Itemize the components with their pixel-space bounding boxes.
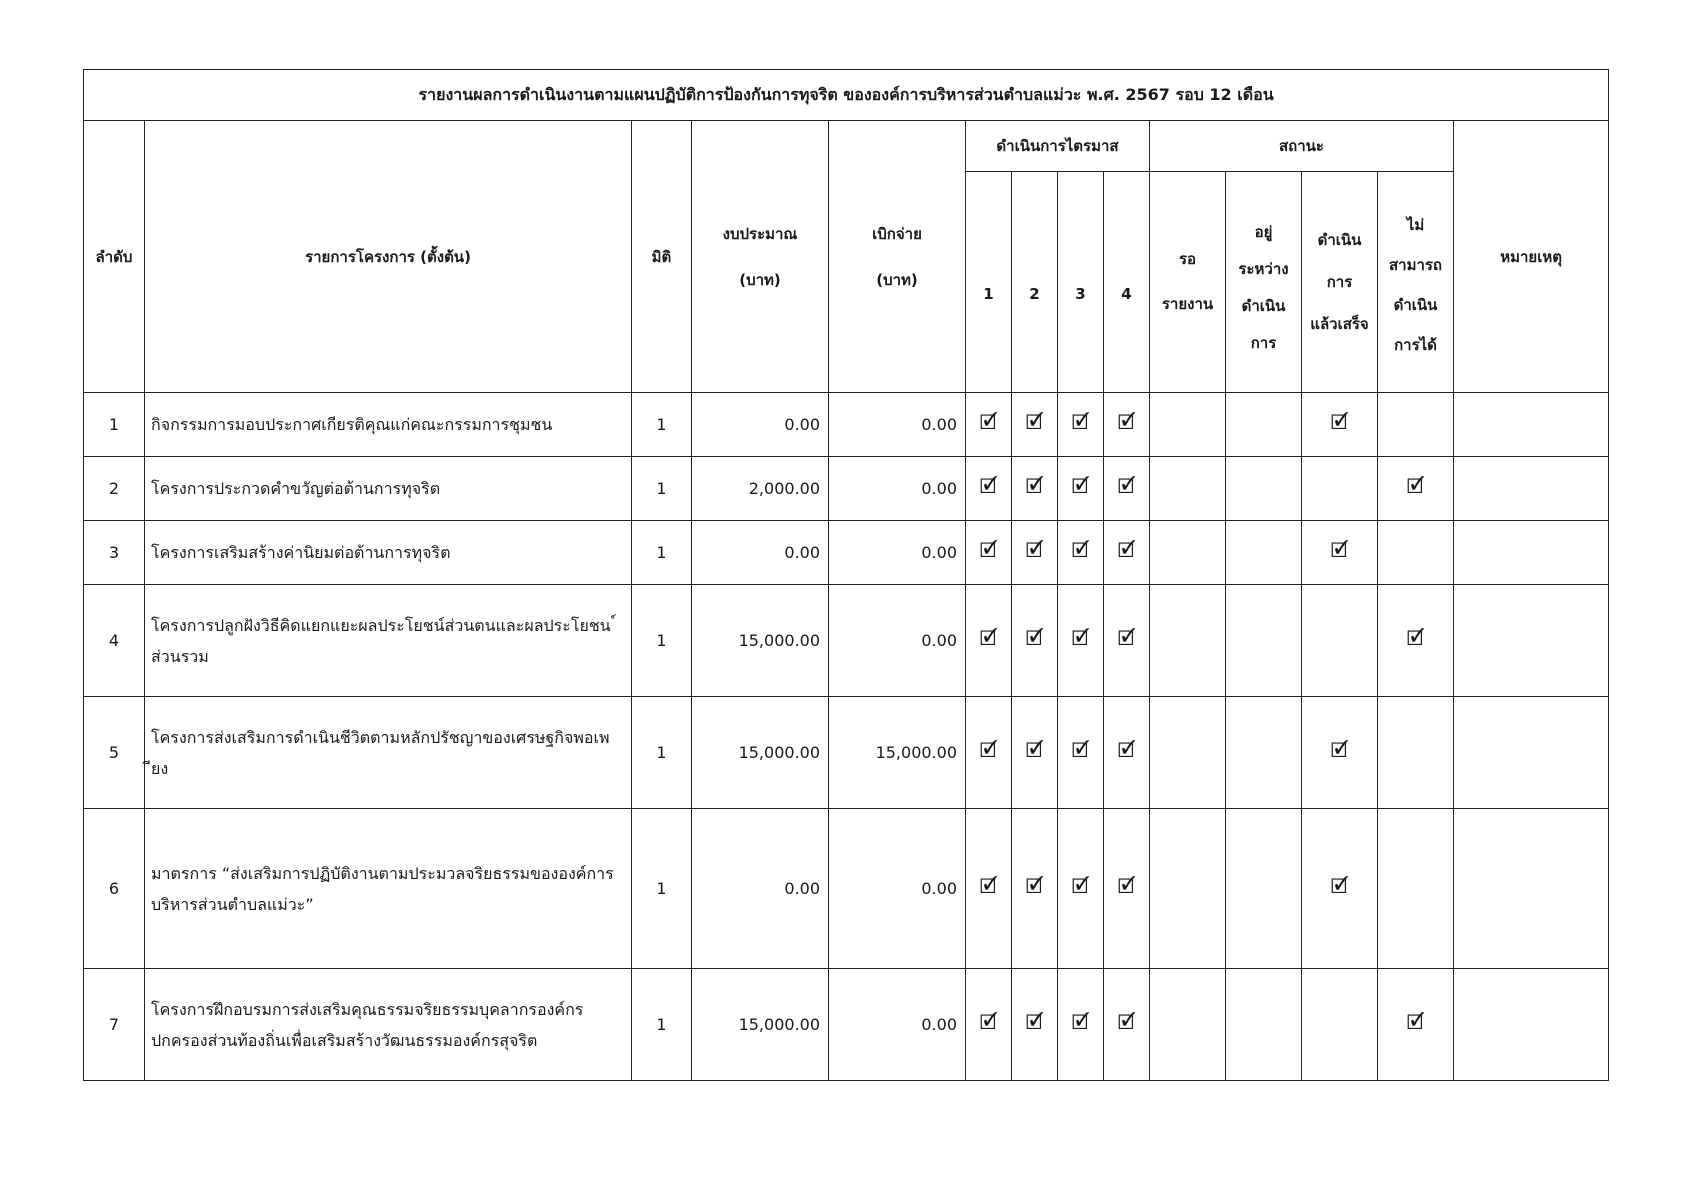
status-progress-cell bbox=[1226, 393, 1302, 457]
header-quarter-3: 3 bbox=[1058, 172, 1104, 393]
quarter-3-cell bbox=[1058, 585, 1104, 697]
table-row bbox=[84, 393, 1609, 457]
header-budget-line2: (บาท) bbox=[739, 270, 781, 289]
remark-cell bbox=[1454, 457, 1609, 521]
status-progress-cell bbox=[1226, 697, 1302, 809]
header-status-unable-l1: ไม่ bbox=[1406, 216, 1425, 234]
status-done-cell bbox=[1302, 457, 1378, 521]
header-remark: หมายเหตุ bbox=[1454, 121, 1609, 393]
status-progress-cell bbox=[1226, 457, 1302, 521]
quarter-4-cell bbox=[1104, 697, 1150, 809]
project-name: โครงการฝึกอบรมการส่งเสริมคุณธรรมจริยธรรมบุคลากรองค์กรปกครองส่วนท้องถิ่นเพื่อเสริมสร้างวัฒนธรรมองค์กรสุจริต bbox=[145, 969, 632, 1081]
checkbox-checked-icon: 🗹 bbox=[1117, 1009, 1136, 1034]
header-status-progress-l2: ระหว่าง bbox=[1238, 260, 1289, 278]
row-number: 3 bbox=[84, 521, 145, 585]
spent-value: 0.00 bbox=[829, 521, 966, 585]
row-number: 4 bbox=[84, 585, 145, 697]
quarter-3-cell bbox=[1058, 697, 1104, 809]
status-done-cell bbox=[1302, 969, 1378, 1081]
quarter-3-cell bbox=[1058, 393, 1104, 457]
quarter-1-cell bbox=[966, 393, 1012, 457]
quarter-2-cell bbox=[1012, 969, 1058, 1081]
project-name: โครงการประกวดคำขวัญต่อต้านการทุจริต bbox=[145, 457, 632, 521]
checkbox-checked-icon: 🗹 bbox=[1025, 737, 1044, 762]
checkbox-checked-icon: 🗹 bbox=[1117, 737, 1136, 762]
row-number: 7 bbox=[84, 969, 145, 1081]
status-progress-cell bbox=[1226, 809, 1302, 969]
status-done-cell bbox=[1302, 393, 1378, 457]
checkbox-checked-icon: 🗹 bbox=[1406, 625, 1425, 650]
checkbox-checked-icon: 🗹 bbox=[1406, 473, 1425, 498]
quarter-1-cell bbox=[966, 585, 1012, 697]
header-quarter-group: ดำเนินการไตรมาส bbox=[966, 121, 1150, 172]
status-progress-cell bbox=[1226, 969, 1302, 1081]
quarter-3-cell bbox=[1058, 457, 1104, 521]
status-progress-cell bbox=[1226, 521, 1302, 585]
checkbox-checked-icon: 🗹 bbox=[1025, 1009, 1044, 1034]
checkbox-checked-icon: 🗹 bbox=[1025, 473, 1044, 498]
status-wait-cell bbox=[1150, 393, 1226, 457]
header-status-done-l1: ดำเนิน bbox=[1317, 231, 1362, 249]
remark-cell bbox=[1454, 697, 1609, 809]
quarter-3-cell bbox=[1058, 521, 1104, 585]
checkbox-checked-icon: 🗹 bbox=[1071, 409, 1090, 434]
header-status-wait bbox=[1150, 172, 1226, 393]
quarter-1-cell bbox=[966, 969, 1012, 1081]
quarter-2-cell bbox=[1012, 393, 1058, 457]
header-status-progress bbox=[1226, 172, 1302, 393]
checkbox-checked-icon: 🗹 bbox=[1117, 537, 1136, 562]
header-status-done-l3: แล้วเสร็จ bbox=[1310, 315, 1369, 333]
status-wait-cell bbox=[1150, 521, 1226, 585]
checkbox-checked-icon: 🗹 bbox=[1071, 625, 1090, 650]
checkbox-checked-icon: 🗹 bbox=[1071, 473, 1090, 498]
spent-value: 0.00 bbox=[829, 809, 966, 969]
status-wait-cell bbox=[1150, 969, 1226, 1081]
quarter-4-cell bbox=[1104, 809, 1150, 969]
quarter-4-cell bbox=[1104, 457, 1150, 521]
header-status-progress-l3: ดำเนิน bbox=[1241, 297, 1286, 315]
checkbox-checked-icon: 🗹 bbox=[1330, 737, 1349, 762]
project-name: โครงการปลูกฝังวิธีคิดแยกแยะผลประโยชน์ส่วนตนและผลประโยชน ์ส่วนรวม bbox=[145, 585, 632, 697]
row-number: 6 bbox=[84, 809, 145, 969]
quarter-1-cell bbox=[966, 521, 1012, 585]
spent-value: 15,000.00 bbox=[829, 697, 966, 809]
checkbox-checked-icon: 🗹 bbox=[979, 473, 998, 498]
budget-value: 15,000.00 bbox=[692, 697, 829, 809]
header-spent bbox=[829, 121, 966, 393]
quarter-4-cell bbox=[1104, 521, 1150, 585]
quarter-1-cell bbox=[966, 809, 1012, 969]
status-wait-cell bbox=[1150, 457, 1226, 521]
checkbox-checked-icon: 🗹 bbox=[1071, 1009, 1090, 1034]
budget-value: 0.00 bbox=[692, 809, 829, 969]
checkbox-checked-icon: 🗹 bbox=[979, 537, 998, 562]
checkbox-checked-icon: 🗹 bbox=[1117, 409, 1136, 434]
status-wait-cell bbox=[1150, 809, 1226, 969]
checkbox-checked-icon: 🗹 bbox=[1025, 625, 1044, 650]
checkbox-checked-icon: 🗹 bbox=[979, 1009, 998, 1034]
checkbox-checked-icon: 🗹 bbox=[979, 409, 998, 434]
quarter-1-cell bbox=[966, 457, 1012, 521]
table-row bbox=[84, 585, 1609, 697]
checkbox-checked-icon: 🗹 bbox=[1330, 409, 1349, 434]
remark-cell bbox=[1454, 585, 1609, 697]
dimension-value: 1 bbox=[632, 697, 692, 809]
checkbox-checked-icon: 🗹 bbox=[1071, 537, 1090, 562]
checkbox-checked-icon: 🗹 bbox=[1071, 873, 1090, 898]
spent-value: 0.00 bbox=[829, 969, 966, 1081]
status-progress-cell bbox=[1226, 585, 1302, 697]
header-status-wait-l1: รอ bbox=[1178, 250, 1197, 268]
checkbox-checked-icon: 🗹 bbox=[1025, 409, 1044, 434]
header-budget-line1: งบประมาณ bbox=[722, 224, 798, 243]
header-status-progress-l4: การ bbox=[1250, 334, 1277, 352]
status-unable-cell bbox=[1378, 585, 1454, 697]
status-wait-cell bbox=[1150, 697, 1226, 809]
checkbox-checked-icon: 🗹 bbox=[1330, 873, 1349, 898]
table-row bbox=[84, 809, 1609, 969]
spent-value: 0.00 bbox=[829, 585, 966, 697]
dimension-value: 1 bbox=[632, 585, 692, 697]
quarter-2-cell bbox=[1012, 521, 1058, 585]
status-done-cell bbox=[1302, 697, 1378, 809]
checkbox-checked-icon: 🗹 bbox=[1025, 873, 1044, 898]
budget-value: 15,000.00 bbox=[692, 969, 829, 1081]
project-name: กิจกรรมการมอบประกาศเกียรติคุณแก่คณะกรรมการชุมชน bbox=[145, 393, 632, 457]
header-status-unable-l4: การได้ bbox=[1394, 336, 1437, 354]
status-wait-cell bbox=[1150, 585, 1226, 697]
status-unable-cell bbox=[1378, 809, 1454, 969]
header-spent-line2: (บาท) bbox=[876, 270, 918, 289]
status-unable-cell bbox=[1378, 969, 1454, 1081]
header-status-unable bbox=[1378, 172, 1454, 393]
header-project: รายการโครงการ (ตั้งต้น) bbox=[145, 121, 632, 393]
checkbox-checked-icon: 🗹 bbox=[1117, 873, 1136, 898]
budget-value: 0.00 bbox=[692, 393, 829, 457]
remark-cell bbox=[1454, 521, 1609, 585]
header-quarter-2: 2 bbox=[1012, 172, 1058, 393]
table-body bbox=[84, 393, 1609, 1081]
header-spent-line1: เบิกจ่าย bbox=[872, 224, 922, 243]
header-status-unable-l3: ดำเนิน bbox=[1393, 296, 1438, 314]
remark-cell bbox=[1454, 393, 1609, 457]
dimension-value: 1 bbox=[632, 969, 692, 1081]
checkbox-checked-icon: 🗹 bbox=[979, 625, 998, 650]
header-status-progress-l1: อยู่ bbox=[1254, 223, 1273, 241]
header-status-done-l2: การ bbox=[1326, 273, 1353, 291]
quarter-2-cell bbox=[1012, 585, 1058, 697]
checkbox-checked-icon: 🗹 bbox=[1025, 537, 1044, 562]
header-status-group: สถานะ bbox=[1150, 121, 1454, 172]
header-budget bbox=[692, 121, 829, 393]
header-status-wait-l2: รายงาน bbox=[1161, 295, 1214, 313]
report-title: รายงานผลการดำเนินงานตามแผนปฏิบัติการป้องกันการทุจริต ขององค์การบริหารส่วนตำบลแม่วะ พ.ศ. 2567 รอบ 12 เดือน bbox=[84, 70, 1609, 121]
budget-value: 15,000.00 bbox=[692, 585, 829, 697]
status-unable-cell bbox=[1378, 697, 1454, 809]
quarter-2-cell bbox=[1012, 457, 1058, 521]
checkbox-checked-icon: 🗹 bbox=[1071, 737, 1090, 762]
remark-cell bbox=[1454, 969, 1609, 1081]
header-quarter-1: 1 bbox=[966, 172, 1012, 393]
header-status-done bbox=[1302, 172, 1378, 393]
checkbox-checked-icon: 🗹 bbox=[1117, 625, 1136, 650]
checkbox-checked-icon: 🗹 bbox=[979, 737, 998, 762]
quarter-4-cell bbox=[1104, 393, 1150, 457]
dimension-value: 1 bbox=[632, 809, 692, 969]
row-number: 5 bbox=[84, 697, 145, 809]
table-row bbox=[84, 969, 1609, 1081]
spent-value: 0.00 bbox=[829, 393, 966, 457]
header-order: ลำดับ bbox=[84, 121, 145, 393]
budget-value: 2,000.00 bbox=[692, 457, 829, 521]
budget-value: 0.00 bbox=[692, 521, 829, 585]
row-number: 2 bbox=[84, 457, 145, 521]
project-name: มาตรการ “ส่งเสริมการปฏิบัติงานตามประมวลจริยธรรมขององค์การบริหารส่วนตำบลแม่วะ” bbox=[145, 809, 632, 969]
status-done-cell bbox=[1302, 521, 1378, 585]
status-unable-cell bbox=[1378, 521, 1454, 585]
quarter-1-cell bbox=[966, 697, 1012, 809]
table-row bbox=[84, 697, 1609, 809]
project-name: โครงการเสริมสร้างค่านิยมต่อต้านการทุจริต bbox=[145, 521, 632, 585]
report-table bbox=[83, 69, 1609, 1081]
checkbox-checked-icon: 🗹 bbox=[1117, 473, 1136, 498]
row-number: 1 bbox=[84, 393, 145, 457]
status-done-cell bbox=[1302, 809, 1378, 969]
quarter-2-cell bbox=[1012, 809, 1058, 969]
dimension-value: 1 bbox=[632, 521, 692, 585]
header-quarter-4: 4 bbox=[1104, 172, 1150, 393]
status-unable-cell bbox=[1378, 393, 1454, 457]
quarter-4-cell bbox=[1104, 969, 1150, 1081]
status-unable-cell bbox=[1378, 457, 1454, 521]
status-done-cell bbox=[1302, 585, 1378, 697]
checkbox-checked-icon: 🗹 bbox=[1406, 1009, 1425, 1034]
quarter-2-cell bbox=[1012, 697, 1058, 809]
quarter-3-cell bbox=[1058, 809, 1104, 969]
dimension-value: 1 bbox=[632, 457, 692, 521]
quarter-4-cell bbox=[1104, 585, 1150, 697]
remark-cell bbox=[1454, 809, 1609, 969]
table-row bbox=[84, 521, 1609, 585]
checkbox-checked-icon: 🗹 bbox=[979, 873, 998, 898]
project-name: โครงการส่งเสริมการดำเนินชีวิตตามหลักปรัชญาของเศรษฐกิจพอเพ ียง bbox=[145, 697, 632, 809]
table-row bbox=[84, 457, 1609, 521]
header-dimension: มิติ bbox=[632, 121, 692, 393]
header-status-unable-l2: สามารถ bbox=[1388, 256, 1443, 274]
spent-value: 0.00 bbox=[829, 457, 966, 521]
quarter-3-cell bbox=[1058, 969, 1104, 1081]
dimension-value: 1 bbox=[632, 393, 692, 457]
checkbox-checked-icon: 🗹 bbox=[1330, 537, 1349, 562]
